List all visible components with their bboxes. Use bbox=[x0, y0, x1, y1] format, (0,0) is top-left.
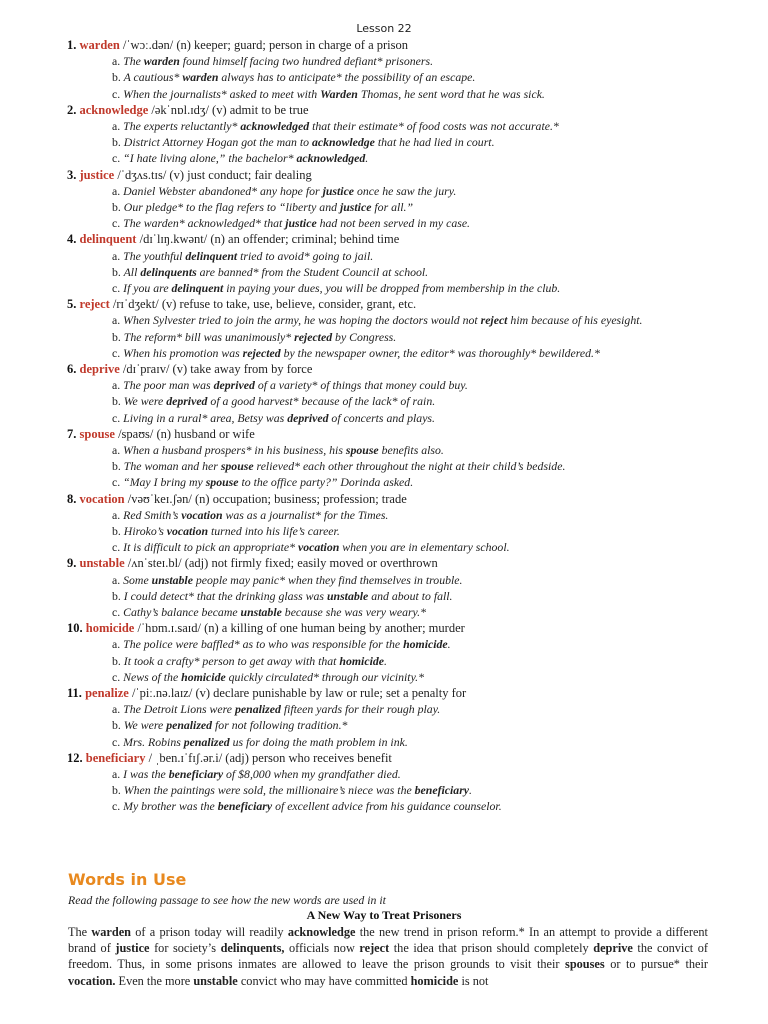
text-run: We were bbox=[120, 394, 167, 409]
lesson-title: Lesson 22 bbox=[356, 22, 412, 35]
text-run: The poor man was bbox=[120, 378, 214, 393]
vocab-word-highlight: beneficiary bbox=[414, 783, 470, 798]
example-sentence bbox=[67, 766, 757, 782]
text-run: found himself facing two hundred defiant* prisoners. bbox=[179, 54, 434, 69]
entry-number: 1. bbox=[67, 38, 80, 52]
entry-word: justice bbox=[79, 167, 115, 182]
text-run: the idea that prison should completely bbox=[389, 941, 594, 956]
text-run: by the newspaper owner, the editor* was thoroughly* bewildered.* bbox=[280, 345, 600, 360]
text-run: Mrs. Robins bbox=[120, 734, 184, 749]
entry-definition: /əkˈnɒl.ɪdʒ/ (v) admit to be true bbox=[148, 102, 309, 117]
text-run: “May I bring my bbox=[120, 475, 206, 490]
example-sentence bbox=[67, 134, 757, 150]
text-run: The youthful bbox=[120, 248, 186, 263]
vocab-word-highlight: beneficiary bbox=[217, 799, 273, 814]
vocab-word-highlight: delinquents bbox=[140, 264, 197, 279]
entry-heading bbox=[67, 361, 757, 377]
entry-word: vocation bbox=[79, 491, 125, 506]
vocab-word-highlight: rejected bbox=[242, 345, 281, 360]
sentence-label: b. bbox=[112, 718, 121, 733]
sentence-label: b. bbox=[112, 783, 121, 798]
text-run: turned into his life’s career. bbox=[208, 523, 340, 538]
vocab-word-highlight: penalized bbox=[166, 718, 213, 733]
entry-word: spouse bbox=[79, 426, 115, 441]
text-run: . bbox=[383, 653, 387, 668]
text-run: Cathy’s balance became bbox=[120, 604, 241, 619]
sentence-label: a. bbox=[112, 766, 121, 781]
sentence-label: a. bbox=[112, 507, 121, 522]
entry-number: 12. bbox=[67, 750, 86, 765]
text-run: The experts reluctantly* bbox=[120, 118, 241, 133]
entry-definition: /dɪˈpraɪv/ (v) take away from by force bbox=[119, 361, 313, 376]
text-run: when you are in elementary school. bbox=[339, 540, 510, 555]
text-run: of excellent advice from his guidance counselor. bbox=[272, 799, 502, 814]
text-run: A cautious* bbox=[120, 70, 183, 85]
text-run: When the paintings were sold, the millionaire’s niece was the bbox=[120, 783, 415, 798]
vocab-word-highlight: unstable bbox=[193, 973, 238, 988]
text-run: and about to fall. bbox=[368, 588, 453, 603]
vocab-word-highlight: beneficiary bbox=[168, 766, 224, 781]
example-sentence bbox=[67, 215, 757, 231]
vocab-word-highlight: homicide bbox=[403, 637, 448, 652]
entry-word: deprive bbox=[79, 361, 120, 376]
entry-heading bbox=[67, 555, 757, 571]
sentence-label: a. bbox=[112, 248, 121, 263]
entry-number: 11. bbox=[67, 685, 86, 700]
entry-heading bbox=[67, 296, 757, 312]
entry-heading bbox=[67, 231, 757, 247]
example-sentence bbox=[67, 377, 757, 393]
text-run: people may panic* when they find themselves in trouble. bbox=[192, 572, 463, 587]
example-sentence bbox=[67, 734, 757, 750]
text-run: We were bbox=[120, 718, 167, 733]
vocab-word-highlight: vocation bbox=[181, 507, 223, 522]
text-run: “I hate living alone,” the bachelor* bbox=[120, 151, 297, 166]
entry-number: 5. bbox=[67, 297, 80, 312]
example-sentence bbox=[67, 312, 757, 328]
text-run: benefits also. bbox=[378, 442, 444, 457]
example-sentence bbox=[67, 474, 757, 490]
entry-definition: /ˈwɔː.dən/ (n) keeper; guard; person in charge of a prison bbox=[119, 38, 408, 52]
words-in-use-intro: Read the following passage to see how the new words are used in it bbox=[68, 893, 386, 907]
sentence-label: b. bbox=[112, 70, 121, 85]
text-run: . bbox=[447, 637, 451, 652]
example-sentence bbox=[67, 393, 757, 409]
vocab-word-highlight: justice bbox=[322, 183, 355, 198]
entry-word: homicide bbox=[85, 621, 135, 636]
text-run: the convict of freedom. Thus, in some prisons inmates are allowed to leave the prison grounds to visit their bbox=[68, 941, 708, 972]
vocab-word-highlight: deprived bbox=[166, 394, 208, 409]
entry-heading bbox=[67, 102, 757, 118]
example-sentence bbox=[67, 150, 757, 166]
vocab-word-highlight: unstable bbox=[326, 588, 369, 603]
entry-definition: /rɪˈdʒekt/ (v) refuse to take, use, believe, consider, grant, etc. bbox=[109, 297, 417, 312]
example-sentence bbox=[67, 458, 757, 474]
entry-heading bbox=[67, 426, 757, 442]
example-sentence bbox=[67, 410, 757, 426]
vocab-word-highlight: homicide bbox=[339, 653, 384, 668]
text-run: that their estimate* of food costs was not accurate.* bbox=[309, 118, 559, 133]
entry-definition: /spaʊs/ (n) husband or wife bbox=[114, 426, 255, 441]
text-run: It took a crafty* person to get away with that bbox=[120, 653, 340, 668]
text-run: Thomas, he sent word that he was sick. bbox=[357, 86, 545, 101]
entry-word: penalize bbox=[85, 685, 129, 700]
text-run: The police were baffled* as to who was responsible for the bbox=[120, 637, 404, 652]
text-run: of a prison today will readily bbox=[131, 925, 288, 939]
entry-number: 7. bbox=[67, 426, 80, 441]
entry-word: unstable bbox=[79, 556, 125, 571]
vocab-word-highlight: warden bbox=[182, 70, 219, 85]
text-run: of a variety* of things that money could buy. bbox=[254, 378, 468, 393]
text-run: When Sylvester tried to join the army, he was hoping the doctors would not bbox=[120, 313, 481, 328]
text-run: for society’s bbox=[149, 941, 221, 956]
example-sentence bbox=[67, 280, 757, 296]
entry-heading bbox=[67, 750, 757, 766]
vocab-word-highlight: delinquent bbox=[171, 280, 224, 295]
sentence-label: c. bbox=[112, 410, 121, 425]
entry-heading bbox=[67, 620, 757, 636]
sentence-label: b. bbox=[112, 523, 121, 538]
example-sentence bbox=[67, 199, 757, 215]
text-run: When the journalists* asked to meet with bbox=[120, 86, 321, 101]
text-run: The reform* bill was unanimously* bbox=[120, 329, 295, 344]
vocabulary-list bbox=[67, 37, 757, 815]
example-sentence bbox=[67, 53, 757, 69]
text-run: for not following tradition.* bbox=[212, 718, 348, 733]
sentence-label: b. bbox=[112, 264, 121, 279]
entry-heading bbox=[67, 491, 757, 507]
example-sentence bbox=[67, 539, 757, 555]
sentence-label: c. bbox=[112, 475, 121, 490]
example-sentence bbox=[67, 653, 757, 669]
text-run: relieved* each other throughout the night at their child’s bedside. bbox=[253, 459, 566, 474]
vocab-word-highlight: penalized bbox=[235, 702, 281, 717]
entry-word: delinquent bbox=[79, 232, 137, 247]
text-run: When his promotion was bbox=[120, 345, 243, 360]
text-run: of $8,000 when my grandfather died. bbox=[223, 766, 401, 781]
vocab-word-highlight: reject bbox=[359, 941, 390, 956]
sentence-label: c. bbox=[112, 86, 121, 101]
sentence-label: a. bbox=[112, 637, 121, 652]
entry-number: 10. bbox=[67, 621, 86, 636]
entry-number: 4. bbox=[67, 232, 80, 247]
sentence-label: a. bbox=[112, 702, 121, 717]
vocab-word-highlight: homicide bbox=[410, 973, 459, 988]
vocab-word-highlight: unstable bbox=[240, 604, 282, 619]
vocab-word-highlight: penalized bbox=[183, 734, 230, 749]
entry-number: 9. bbox=[67, 556, 80, 571]
example-sentence bbox=[67, 636, 757, 652]
text-run: News of the bbox=[120, 669, 182, 684]
text-run: Hiroko’s bbox=[120, 523, 167, 538]
example-sentence bbox=[67, 523, 757, 539]
sentence-label: a. bbox=[112, 118, 121, 133]
example-sentence bbox=[67, 798, 757, 814]
vocab-word-highlight: unstable bbox=[151, 572, 193, 587]
vocab-word-highlight: deprived bbox=[213, 378, 255, 393]
text-run: tried to avoid* going to jail. bbox=[237, 248, 374, 263]
text-run: My brother was the bbox=[120, 799, 218, 814]
sentence-label: a. bbox=[112, 313, 121, 328]
example-sentence bbox=[67, 604, 757, 620]
entry-definition: /ˈhɒm.ɪ.saɪd/ (n) a killing of one human being by another; murder bbox=[134, 621, 465, 636]
example-sentence bbox=[67, 69, 757, 85]
vocab-word-highlight: reject bbox=[480, 313, 508, 328]
text-run: was as a journalist* for the Times. bbox=[222, 507, 389, 522]
entry-number: 2. bbox=[67, 102, 80, 117]
entry-word: warden bbox=[79, 38, 120, 52]
text-run: The woman and her bbox=[120, 459, 221, 474]
entry-number: 6. bbox=[67, 361, 80, 376]
vocab-word-highlight: warden bbox=[143, 54, 180, 69]
text-run: of a good harvest* because of the lack* of rain. bbox=[207, 394, 436, 409]
vocab-word-highlight: vocation bbox=[298, 540, 340, 555]
example-sentence bbox=[67, 669, 757, 685]
text-run: All bbox=[120, 264, 141, 279]
text-run: Red Smith’s bbox=[120, 507, 182, 522]
example-sentence bbox=[67, 701, 757, 717]
text-run: Living in a rural* area, Betsy was bbox=[120, 410, 288, 425]
text-run: him because of his eyesight. bbox=[507, 313, 643, 328]
text-run: for all.” bbox=[371, 199, 414, 214]
sentence-label: c. bbox=[112, 345, 121, 360]
vocab-word-highlight: rejected bbox=[294, 329, 333, 344]
text-run: I could detect* that the drinking glass was bbox=[120, 588, 327, 603]
sentence-label: c. bbox=[112, 604, 121, 619]
passage-title: A New Way to Treat Prisoners bbox=[306, 908, 462, 922]
entry-definition: /vəʊˈkeɪ.ʃən/ (n) occupation; business; profession; trade bbox=[124, 491, 407, 506]
text-run: of concerts and plays. bbox=[328, 410, 435, 425]
text-run: The warden* acknowledged* that bbox=[120, 216, 286, 231]
example-sentence bbox=[67, 329, 757, 345]
sentence-label: c. bbox=[112, 280, 121, 295]
vocab-word-highlight: spouses bbox=[565, 957, 605, 972]
vocab-word-highlight: acknowledged bbox=[296, 151, 366, 166]
example-sentence bbox=[67, 118, 757, 134]
text-run: or to pursue* their bbox=[604, 957, 708, 972]
sentence-label: b. bbox=[112, 135, 121, 150]
example-sentence bbox=[67, 507, 757, 523]
vocab-word-highlight: acknowledge bbox=[312, 135, 375, 150]
sentence-label: a. bbox=[112, 54, 121, 69]
vocab-word-highlight: delinquent bbox=[185, 248, 238, 263]
entry-definition: /dɪˈlɪŋ.kwənt/ (n) an offender; criminal; behind time bbox=[136, 232, 400, 247]
text-run: When a husband prospers* in his business, his bbox=[120, 442, 346, 457]
vocab-word-highlight: acknowledge bbox=[287, 925, 356, 939]
sentence-label: b. bbox=[112, 394, 121, 409]
sentence-label: c. bbox=[112, 799, 121, 814]
entry-definition: /ˈpiː.nə.laɪz/ (v) declare punishable by law or rule; set a penalty for bbox=[128, 685, 467, 700]
sentence-label: c. bbox=[112, 734, 121, 749]
text-run: The bbox=[68, 925, 92, 939]
sentence-label: c. bbox=[112, 669, 121, 684]
sentence-label: a. bbox=[112, 183, 121, 198]
text-run: to the office party?” Dorinda asked. bbox=[238, 475, 414, 490]
text-run: quickly circulated* through our vicinity.* bbox=[225, 669, 425, 684]
vocab-word-highlight: warden bbox=[91, 925, 131, 939]
text-run: are banned* from the Student Council at school. bbox=[196, 264, 429, 279]
entry-heading bbox=[67, 167, 757, 183]
entry-heading bbox=[67, 37, 757, 53]
entry-number: 8. bbox=[67, 491, 80, 506]
passage-text bbox=[68, 924, 708, 989]
text-run: us for doing the math problem in ink. bbox=[229, 734, 408, 749]
entry-definition: /ʌnˈsteɪ.bl/ (adj) not firmly fixed; easily moved or overthrown bbox=[124, 556, 438, 571]
sentence-label: b. bbox=[112, 588, 121, 603]
text-run: If you are bbox=[120, 280, 172, 295]
words-in-use-heading: Words in Use bbox=[68, 870, 187, 889]
entry-word: beneficiary bbox=[85, 750, 146, 765]
text-run: convict who may have committed bbox=[237, 973, 411, 988]
text-run: that he had lied in court. bbox=[374, 135, 495, 150]
vocab-word-highlight: homicide bbox=[181, 669, 226, 684]
entry-number: 3. bbox=[67, 167, 80, 182]
vocab-word-highlight: vocation bbox=[166, 523, 209, 538]
text-run: . bbox=[365, 151, 369, 166]
vocab-word-highlight: spouse bbox=[205, 475, 239, 490]
vocab-word-highlight: deprived bbox=[287, 410, 329, 425]
vocab-word-highlight: justice bbox=[285, 216, 317, 231]
sentence-label: a. bbox=[112, 572, 121, 587]
sentence-label: b. bbox=[112, 199, 121, 214]
text-run: Even the more bbox=[115, 973, 194, 988]
text-run: in paying your dues, you will be dropped from membership in the club. bbox=[223, 280, 561, 295]
vocab-word-highlight: deprive bbox=[593, 941, 633, 956]
example-sentence bbox=[67, 86, 757, 102]
sentence-label: b. bbox=[112, 329, 121, 344]
vocab-word-highlight: justice bbox=[115, 941, 150, 956]
example-sentence bbox=[67, 442, 757, 458]
example-sentence bbox=[67, 588, 757, 604]
sentence-label: b. bbox=[112, 653, 121, 668]
entry-heading bbox=[67, 685, 757, 701]
example-sentence bbox=[67, 183, 757, 199]
text-run: the new trend in prison reform.* In an attempt to provide a different brand of bbox=[68, 925, 708, 956]
vocab-word-highlight: spouse bbox=[345, 442, 379, 457]
text-run: . bbox=[469, 783, 472, 798]
example-sentence bbox=[67, 782, 757, 798]
entry-definition: / ˌben.ɪˈfɪʃ.ər.i/ (adj) person who receives benefit bbox=[145, 750, 392, 765]
text-run: always has to anticipate* the possibility of an escape. bbox=[218, 70, 476, 85]
example-sentence bbox=[67, 717, 757, 733]
entry-definition: /ˈdʒʌs.tɪs/ (v) just conduct; fair dealing bbox=[114, 167, 312, 182]
text-run: fifteen yards for their rough play. bbox=[280, 702, 441, 717]
sentence-label: c. bbox=[112, 151, 121, 166]
vocab-word-highlight: spouse bbox=[220, 459, 254, 474]
text-run: Some bbox=[120, 572, 152, 587]
sentence-label: a. bbox=[112, 442, 121, 457]
example-sentence bbox=[67, 248, 757, 264]
vocab-word-highlight: justice bbox=[339, 199, 372, 214]
example-sentence bbox=[67, 264, 757, 280]
text-run: The bbox=[120, 54, 144, 69]
vocab-word-highlight: delinquents, bbox=[220, 941, 285, 956]
text-run: had not been served in my case. bbox=[316, 216, 471, 231]
sentence-label: c. bbox=[112, 540, 121, 555]
text-run: I was the bbox=[120, 766, 169, 781]
text-run: District Attorney Hogan got the man to bbox=[120, 135, 312, 150]
entry-word: acknowledge bbox=[79, 102, 149, 117]
sentence-label: b. bbox=[112, 459, 121, 474]
example-sentence bbox=[67, 345, 757, 361]
example-sentence bbox=[67, 572, 757, 588]
sentence-label: a. bbox=[112, 378, 121, 393]
entry-word: reject bbox=[79, 297, 110, 312]
vocab-word-highlight: acknowledged bbox=[240, 118, 310, 133]
text-run: once he saw the jury. bbox=[354, 183, 457, 198]
text-run: is not bbox=[458, 973, 489, 988]
text-run: by Congress. bbox=[332, 329, 397, 344]
text-run: Daniel Webster abandoned* any hope for bbox=[120, 183, 323, 198]
text-run: It is difficult to pick an appropriate* bbox=[120, 540, 298, 555]
vocab-word-highlight: vocation. bbox=[68, 973, 116, 988]
text-run: officials now bbox=[284, 941, 360, 956]
text-run: Our pledge* to the flag refers to “liberty and bbox=[120, 199, 340, 214]
vocab-word-highlight: Warden bbox=[320, 86, 358, 101]
text-run: because she was very weary.* bbox=[281, 604, 426, 619]
sentence-label: c. bbox=[112, 216, 121, 231]
text-run: The Detroit Lions were bbox=[120, 702, 235, 717]
